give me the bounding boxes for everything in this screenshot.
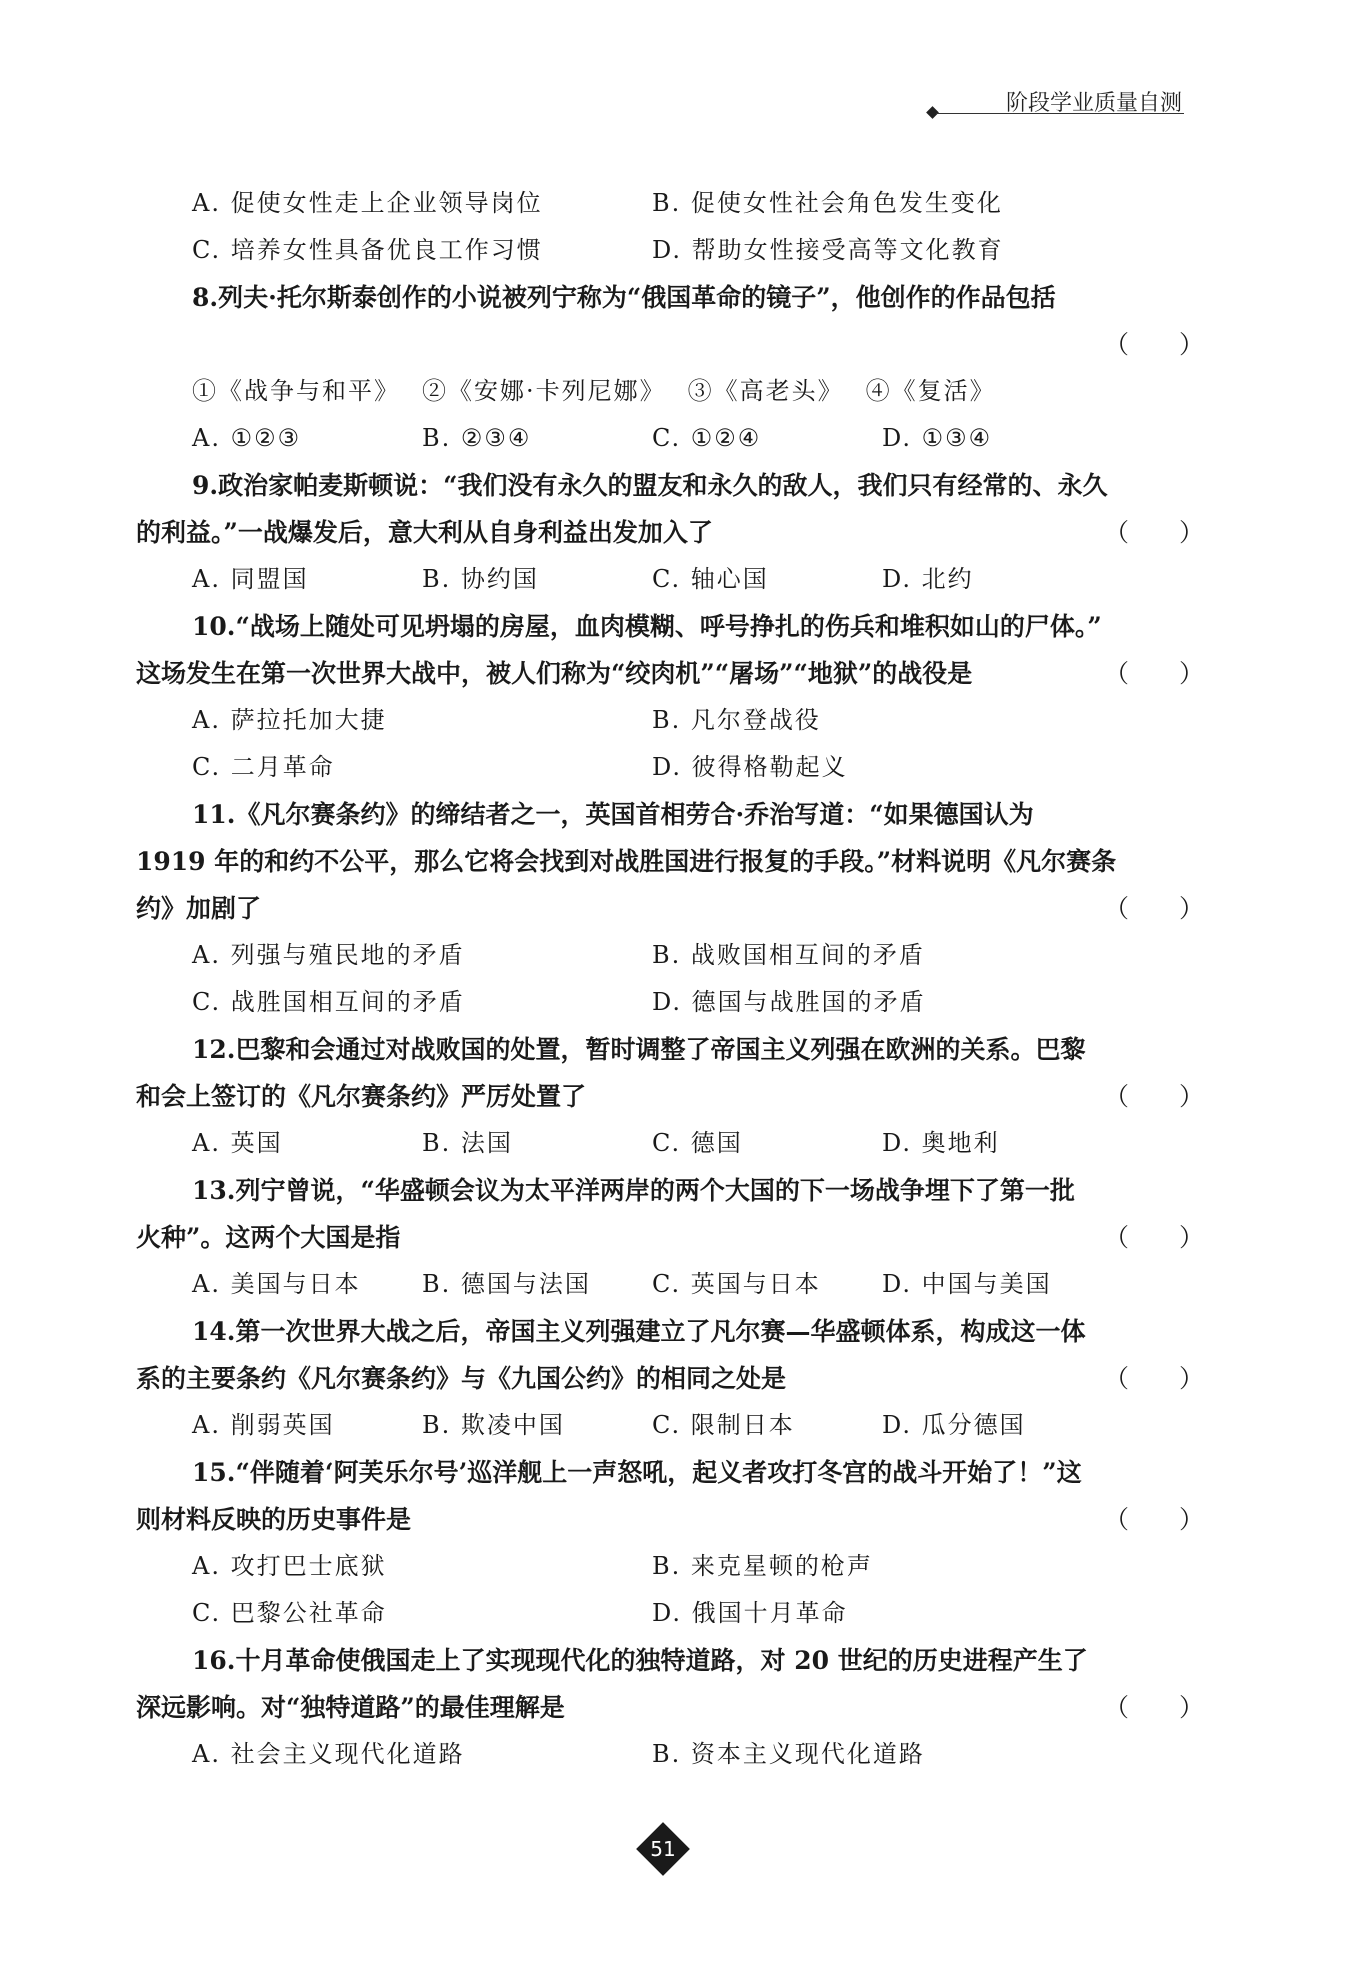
q15-option-c[interactable]: C. 巴黎公社革命: [192, 1599, 387, 1627]
q16-number: 16.: [192, 1646, 236, 1675]
question-list: [136, 180, 1205, 1778]
q16-stem-line1: 十月革命使俄国走上了实现现代化的独特道路，对 20 世纪的历史进程产生了: [235, 1646, 1088, 1675]
q13-options: [136, 1261, 1180, 1308]
q13-option-d[interactable]: D. 中国与美国: [882, 1270, 1052, 1298]
q7-options-row2: [136, 227, 1180, 274]
q9-option-a[interactable]: A. 同盟国: [192, 565, 309, 593]
q7-option-c[interactable]: C. 培养女性具备优良工作习惯: [192, 236, 543, 264]
q11-stem-line3: 约》加剧了: [136, 894, 262, 923]
q12-stem-line1: 巴黎和会通过对战败国的处置，暂时调整了帝国主义列强在欧洲的关系。巴黎: [235, 1035, 1086, 1064]
q16-option-b[interactable]: B. 资本主义现代化道路: [652, 1740, 925, 1768]
q8-item-1: ①《战争与和平》: [192, 377, 400, 405]
q12-option-c[interactable]: C. 德国: [652, 1129, 743, 1157]
q14-option-a[interactable]: A. 削弱英国: [192, 1411, 335, 1439]
q13-option-b[interactable]: B. 德国与法国: [422, 1270, 591, 1298]
q8-option-d[interactable]: D. ①③④: [882, 424, 993, 452]
q7-option-d[interactable]: D. 帮助女性接受高等文化教育: [652, 236, 1004, 264]
q16-answer-blank[interactable]: （ ）: [1104, 1693, 1205, 1722]
question-15: [136, 1449, 1205, 1543]
q15-stem-line1: “伴随着‘阿芙乐尔号’巡洋舰上一声怒吼，起义者攻打冬宫的战斗开始了！”这: [235, 1458, 1082, 1487]
q10-options-row2: [136, 744, 1180, 791]
header-title: 阶段学业质量自测: [1005, 91, 1182, 116]
q15-options-row2: [136, 1590, 1180, 1637]
q7-option-a[interactable]: A. 促使女性走上企业领导岗位: [192, 189, 543, 217]
q9-option-c[interactable]: C. 轴心国: [652, 565, 769, 593]
q11-option-a[interactable]: A. 列强与殖民地的矛盾: [192, 941, 465, 969]
q7-options-row1: [136, 180, 1180, 227]
question-16: [136, 1637, 1205, 1731]
q9-stem-line1: 政治家帕麦斯顿说：“我们没有永久的盟友和永久的敌人，我们只有经常的、永久: [218, 471, 1108, 500]
q11-stem-line1: 《凡尔赛条约》的缔结者之一，英国首相劳合·乔治写道：“如果德国认为: [235, 800, 1034, 829]
q15-option-d[interactable]: D. 俄国十月革命: [652, 1599, 848, 1627]
q8-stem: 列夫·托尔斯泰创作的小说被列宁称为“俄国革命的镜子”，他创作的作品包括: [218, 283, 1056, 312]
question-14: [136, 1308, 1205, 1402]
question-8: [136, 274, 1205, 368]
q12-options: [136, 1120, 1180, 1167]
q14-stem-line1: 第一次世界大战之后，帝国主义列强建立了凡尔赛—华盛顿体系，构成这一体: [235, 1317, 1086, 1346]
q8-number: 8.: [192, 283, 219, 312]
q15-options-row1: [136, 1543, 1180, 1590]
q8-item-2: ②《安娜·卡列尼娜》: [422, 377, 666, 405]
q10-answer-blank[interactable]: （ ）: [1104, 659, 1205, 688]
q14-option-d[interactable]: D. 瓜分德国: [882, 1411, 1026, 1439]
q8-item-4: ④《复活》: [865, 377, 996, 405]
q9-option-d[interactable]: D. 北约: [882, 565, 974, 593]
q15-number: 15.: [192, 1458, 236, 1487]
q8-option-a[interactable]: A. ①②③: [192, 424, 302, 452]
q8-item-3: ③《高老头》: [687, 377, 844, 405]
q16-option-a[interactable]: A. 社会主义现代化道路: [192, 1740, 465, 1768]
q11-options-row2: [136, 979, 1180, 1026]
q10-option-c[interactable]: C. 二月革命: [192, 753, 335, 781]
q8-answer-blank[interactable]: （ ）: [1104, 330, 1205, 359]
q14-options: [136, 1402, 1180, 1449]
q16-stem-line2: 深远影响。对“独特道路”的最佳理解是: [136, 1693, 565, 1722]
q9-options: [136, 556, 1180, 603]
q9-answer-blank[interactable]: （ ）: [1104, 518, 1205, 547]
q15-stem-line2: 则材料反映的历史事件是: [136, 1505, 412, 1534]
q9-number: 9.: [192, 471, 219, 500]
q14-answer-blank[interactable]: （ ）: [1104, 1364, 1205, 1393]
q11-number: 11.: [192, 800, 236, 829]
q12-number: 12.: [192, 1035, 236, 1064]
page-number-badge: [640, 1826, 686, 1872]
q15-option-a[interactable]: A. 攻打巴士底狱: [192, 1552, 387, 1580]
q12-stem-line2: 和会上签订的《凡尔赛条约》严厉处置了: [136, 1082, 587, 1111]
q14-number: 14.: [192, 1317, 236, 1346]
q10-stem-line2: 这场发生在第一次世界大战中，被人们称为“绞肉机”“屠场”“地狱”的战役是: [136, 659, 973, 688]
question-12: [136, 1026, 1205, 1120]
q16-options-row1: [136, 1731, 1180, 1778]
q8-option-b[interactable]: B. ②③④: [422, 424, 532, 452]
q12-option-a[interactable]: A. 英国: [192, 1129, 283, 1157]
q8-option-c[interactable]: C. ①②④: [652, 424, 762, 452]
q14-option-c[interactable]: C. 限制日本: [652, 1411, 795, 1439]
q11-stem-line2: 1919 年的和约不公平，那么它将会找到对战胜国进行报复的手段。”材料说明《凡尔赛条: [136, 847, 1117, 876]
q13-option-c[interactable]: C. 英国与日本: [652, 1270, 821, 1298]
q10-stem-line1: “战场上随处可见坍塌的房屋，血肉模糊、呼号挣扎的伤兵和堆积如山的尸体。”: [235, 612, 1102, 641]
q15-option-b[interactable]: B. 来克星顿的枪声: [652, 1552, 873, 1580]
q12-option-b[interactable]: B. 法国: [422, 1129, 513, 1157]
q10-option-d[interactable]: D. 彼得格勒起义: [652, 753, 848, 781]
q13-stem-line1: 列宁曾说，“华盛顿会议为太平洋两岸的两个大国的下一场战争埋下了第一批: [235, 1176, 1075, 1205]
q10-number: 10.: [192, 612, 236, 641]
q9-option-b[interactable]: B. 协约国: [422, 565, 539, 593]
question-13: [136, 1167, 1205, 1261]
q13-answer-blank[interactable]: （ ）: [1104, 1223, 1205, 1252]
q14-option-b[interactable]: B. 欺凌中国: [422, 1411, 565, 1439]
q13-stem-line2: 火种”。这两个大国是指: [136, 1223, 401, 1252]
q14-stem-line2: 系的主要条约《凡尔赛条约》与《九国公约》的相同之处是: [136, 1364, 787, 1393]
q13-option-a[interactable]: A. 美国与日本: [192, 1270, 361, 1298]
q10-option-b[interactable]: B. 凡尔登战役: [652, 706, 821, 734]
q11-options-row1: [136, 932, 1180, 979]
q10-options-row1: [136, 697, 1180, 744]
q11-option-b[interactable]: B. 战败国相互间的矛盾: [652, 941, 925, 969]
question-11: [136, 791, 1205, 932]
page-number: 51: [650, 1837, 676, 1861]
q13-number: 13.: [192, 1176, 236, 1205]
question-10: [136, 603, 1205, 697]
q12-answer-blank[interactable]: （ ）: [1104, 1082, 1205, 1111]
q11-answer-blank[interactable]: （ ）: [1104, 894, 1205, 923]
q9-stem-line2: 的利益。”一战爆发后，意大利从自身利益出发加入了: [136, 518, 713, 547]
q12-option-d[interactable]: D. 奥地利: [882, 1129, 1000, 1157]
q11-option-d[interactable]: D. 德国与战胜国的矛盾: [652, 988, 926, 1016]
q10-option-a[interactable]: A. 萨拉托加大捷: [192, 706, 387, 734]
q8-options: [136, 415, 1180, 462]
q7-option-b[interactable]: B. 促使女性社会角色发生变化: [652, 189, 1003, 217]
q8-items: [136, 368, 1180, 415]
q11-option-c[interactable]: C. 战胜国相互间的矛盾: [192, 988, 465, 1016]
question-9: [136, 462, 1205, 556]
q15-answer-blank[interactable]: （ ）: [1104, 1505, 1205, 1534]
